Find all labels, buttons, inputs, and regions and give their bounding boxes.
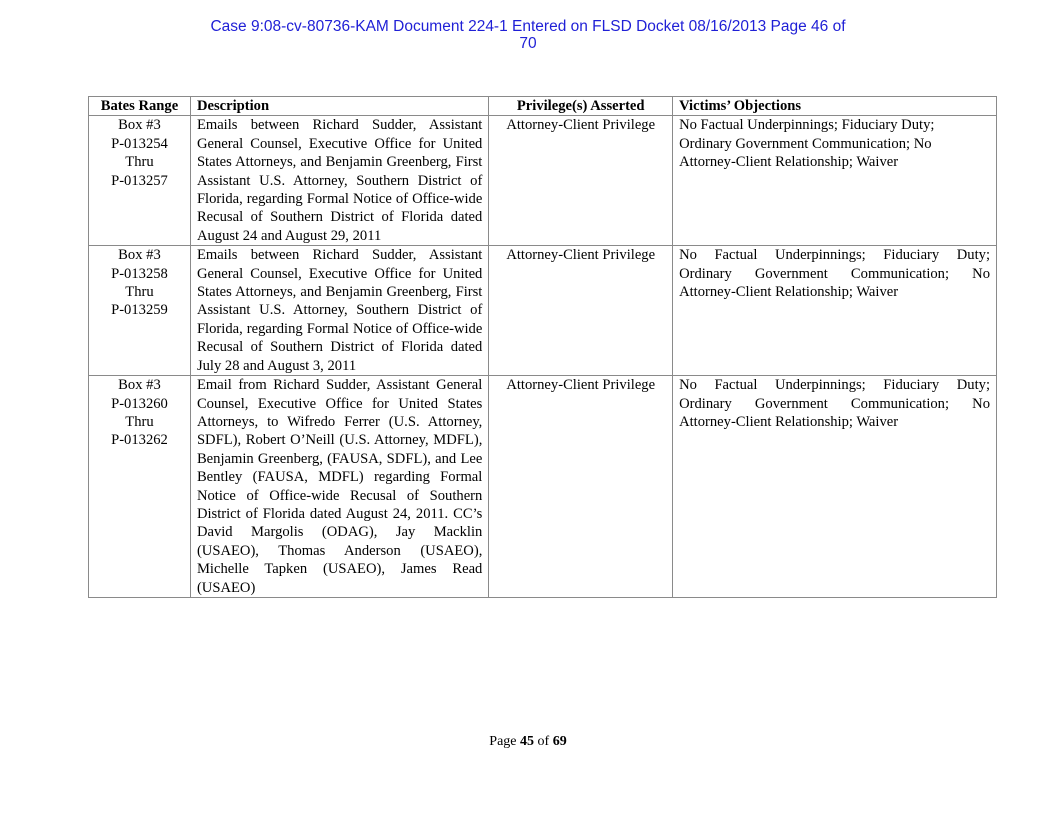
bates-thru: Thru (125, 154, 154, 171)
privilege-cell: Attorney-Client Privilege (489, 116, 673, 246)
objections-cell: No Factual Underpinnings; Fiduciary Duty; Ordinary Government Communication; No Attorney-Client Relationship; Waiver (673, 246, 997, 376)
privilege-cell: Attorney-Client Privilege (489, 376, 673, 598)
page-footer (0, 734, 1056, 750)
column-header-bates-range: Bates Range (89, 97, 191, 116)
bates-start: P-013254 (111, 135, 168, 152)
bates-range-cell (89, 246, 191, 376)
bates-end: P-013257 (111, 172, 168, 189)
bates-end: P-013259 (111, 302, 168, 319)
bates-box: Box #3 (118, 117, 161, 134)
footer-page-prefix: Page (489, 734, 521, 749)
table-row (89, 376, 997, 598)
bates-start: P-013258 (111, 265, 168, 282)
table-row (89, 116, 997, 246)
objections-cell: No Factual Underpinnings; Fiduciary Duty; Ordinary Government Communication; No Attorney-Client Relationship; Waiver (673, 376, 997, 598)
docket-header (0, 18, 1056, 52)
footer-current-page: 45 (520, 734, 535, 749)
bates-thru: Thru (125, 284, 154, 301)
bates-thru: Thru (125, 413, 154, 430)
objections-cell: No Factual Underpinnings; Fiduciary Duty; Ordinary Government Communication; No Attorney-Client Relationship; Waiver (673, 116, 997, 246)
description-cell: Emails between Richard Sudder, Assistant General Counsel, Executive Office for United States Attorneys, and Benjamin Greenberg, First Assistant U.S. Attorney, Southern District of Florida, regarding Formal Notice of Office-wide Recusal of Southern District of Florida dated August 24 and August 29, 2011 (190, 116, 488, 246)
table-row (89, 246, 997, 376)
column-header-victims-objections: Victims’ Objections (673, 97, 997, 116)
bates-range-cell (89, 116, 191, 246)
description-cell: Emails between Richard Sudder, Assistant General Counsel, Executive Office for United States Attorneys, and Benjamin Greenberg, First Assistant U.S. Attorney, Southern District of Florida, regarding Formal Notice of Office-wide Recusal of Southern District of Florida dated July 28 and August 3, 2011 (190, 246, 488, 376)
column-header-privileges-asserted: Privilege(s) Asserted (489, 97, 673, 116)
bates-box: Box #3 (118, 377, 161, 394)
description-cell: Email from Richard Sudder, Assistant General Counsel, Executive Office for United States Attorneys, to Wifredo Ferrer (U.S. Attorney, SDFL), Robert O’Neill (U.S. Attorney, MDFL), Benjamin Greenberg, (FAUSA, SDFL), and Lee Bentley (FAUSA, MDFL) regarding Formal Notice of Office-wide Recusal of Southern District of Florida dated August 24, 2011. CC’s David Margolis (ODAG), Jay Macklin (USAEO), Thomas Anderson (USAEO), Michelle Tapken (USAEO), James Read (USAEO) (190, 376, 488, 598)
bates-box: Box #3 (118, 247, 161, 264)
docket-header-line2: 70 (519, 35, 537, 52)
footer-total-pages: 69 (552, 734, 567, 749)
column-header-description: Description (190, 97, 488, 116)
privilege-log-table (88, 96, 997, 598)
privilege-cell: Attorney-Client Privilege (489, 246, 673, 376)
docket-header-line1: Case 9:08-cv-80736-KAM Document 224-1 Entered on FLSD Docket 08/16/2013 Page 46 of (210, 18, 846, 35)
bates-end: P-013262 (111, 432, 168, 449)
footer-page-of: of (534, 734, 553, 749)
bates-range-cell (89, 376, 191, 598)
table-header-row (89, 97, 997, 116)
bates-start: P-013260 (111, 395, 168, 412)
